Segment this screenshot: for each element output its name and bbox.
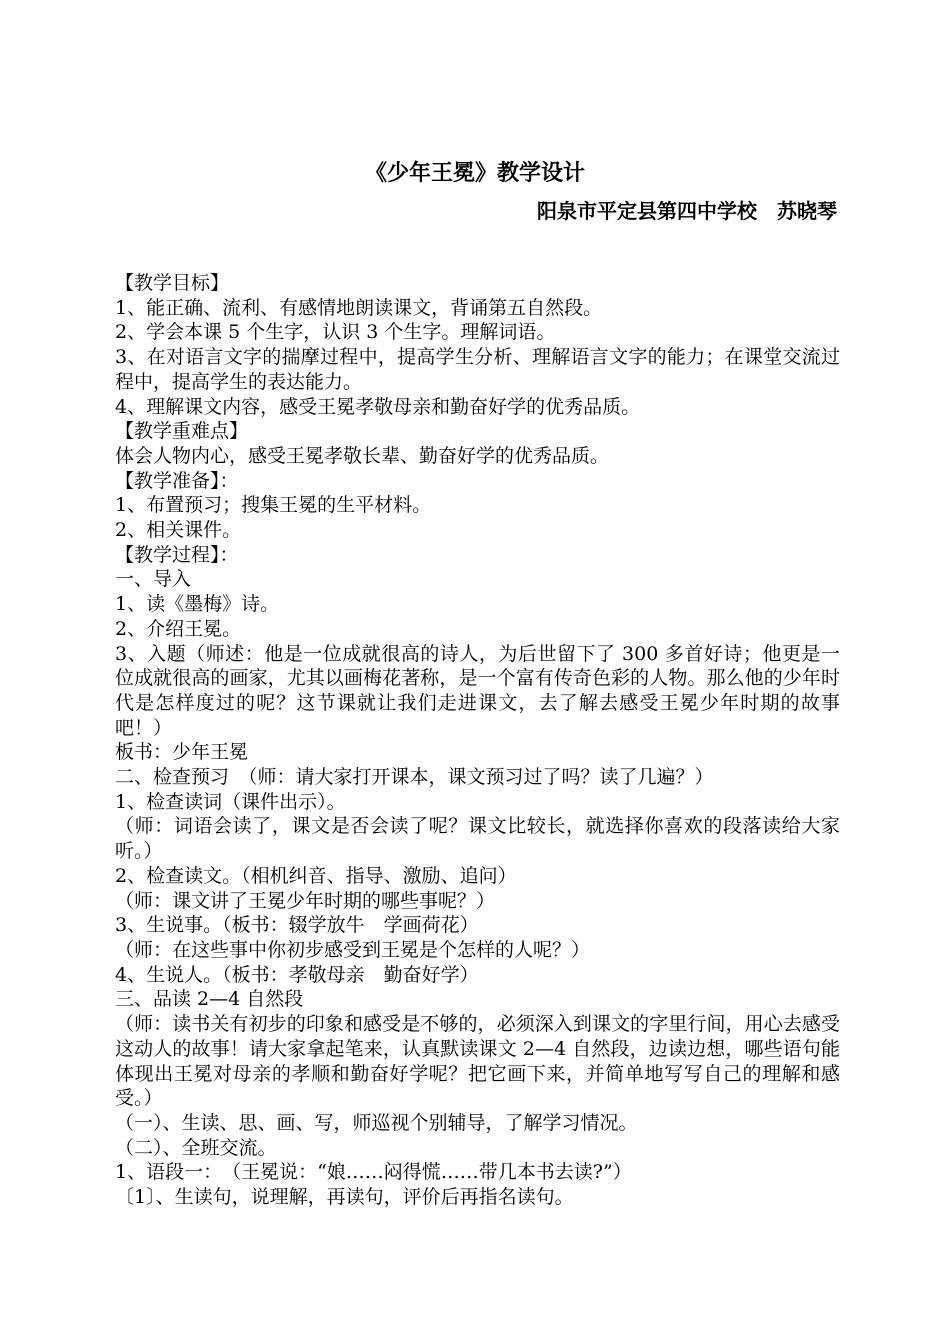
- section-heading: 一、导入: [115, 568, 192, 591]
- paragraph: 2、检查读文。（相机纠音、指导、激励、追问）: [115, 864, 517, 887]
- paragraph: 4、理解课文内容，感受王冕孝敬母亲和勤奋好学的优秀品质。: [115, 395, 641, 418]
- paragraph: 1、检查读词（课件出示）。: [115, 790, 346, 813]
- paragraph: 1、读《墨梅》诗。: [115, 593, 280, 616]
- paragraph: 2、相关课件。: [115, 519, 242, 542]
- paragraph: 〔1〕、生读句，说理解，再读句，评价后再指名读句。: [115, 1186, 574, 1209]
- paragraph: （师：词语会读了，课文是否会读了呢？课文比较长，就选择你喜欢的段落读给大家听。）: [115, 815, 840, 863]
- paragraph: 4、生说人。（板书：孝敬母亲 勤奋好学）: [115, 963, 479, 986]
- heading-process: 【教学过程】：: [115, 543, 239, 566]
- paragraph: （师：在这些事中你初步感受到王冕是个怎样的人呢？）: [115, 938, 591, 961]
- paragraph: 3、入题（师述：他是一位成就很高的诗人，为后世留下了 300 多首好诗；他更是一位成就很高的画家，尤其以画梅花著称，是一个富有传奇色彩的人物。那么他的少年时代是怎样度过的呢？这节课就让我们走进课文，去了解去感受王冕少年时期的故事吧！）: [115, 642, 840, 739]
- paragraph: 体会人物内心，感受王冕孝敬长辈、勤奋好学的优秀品质。: [115, 444, 610, 467]
- paragraph: 板书：少年王冕: [115, 741, 249, 764]
- paragraph: 1、语段一： （王冕说：“娘……闷得慌……带几本书去读?”）: [115, 1161, 632, 1184]
- paragraph: 3、生说事。（板书：辍学放牛 学画荷花）: [115, 914, 479, 937]
- heading-preparation: 【教学准备】：: [115, 469, 239, 492]
- heading-objectives: 【教学目标】: [115, 272, 230, 294]
- paragraph: 1、能正确、流利、有感情地朗读课文，背诵第五自然段。: [115, 296, 603, 319]
- section-heading: 三、品读 2—4 自然段: [115, 988, 304, 1011]
- paragraph: 2、学会本课 5 个生字，认识 3 个生字。理解词语。: [115, 321, 556, 344]
- paragraph: 2、介绍王冕。: [115, 617, 242, 640]
- paragraph: （二）、全班交流。: [115, 1136, 277, 1159]
- paragraph: （师：读书关有初步的印象和感受是不够的，必须深入到课文的字里行间，用心去感受这动人的故事！请大家拿起笔来，认真默读课文 2—4 自然段，边读边想，哪些语句能体现出王冕对母亲的孝顺和勤奋好学呢？把它画下来，并简单地写写自己的理解和感受。）: [115, 1013, 840, 1110]
- section-heading: 二、检查预习 （师：请大家打开课本，课文预习过了吗？读了几遍？）: [115, 766, 714, 789]
- paragraph: （师：课文讲了王冕少年时期的哪些事呢？）: [115, 889, 496, 912]
- heading-key-points: 【教学重难点】: [115, 420, 249, 443]
- document-title: 《少年王冕》教学设计: [364, 161, 585, 186]
- paragraph: （一）、生读、思、画、写，师巡视个别辅导，了解学习情况。: [115, 1111, 638, 1134]
- paragraph: 1、布置预习；搜集王冕的生平材料。: [115, 494, 432, 517]
- document-body: [115, 271, 840, 1210]
- document-author: 阳泉市平定县第四中学校 苏晓琴: [537, 199, 837, 223]
- paragraph: 3、在对语言文字的揣摩过程中，提高学生分析、理解语言文字的能力；在课堂交流过程中，提高学生的表达能力。: [115, 346, 840, 393]
